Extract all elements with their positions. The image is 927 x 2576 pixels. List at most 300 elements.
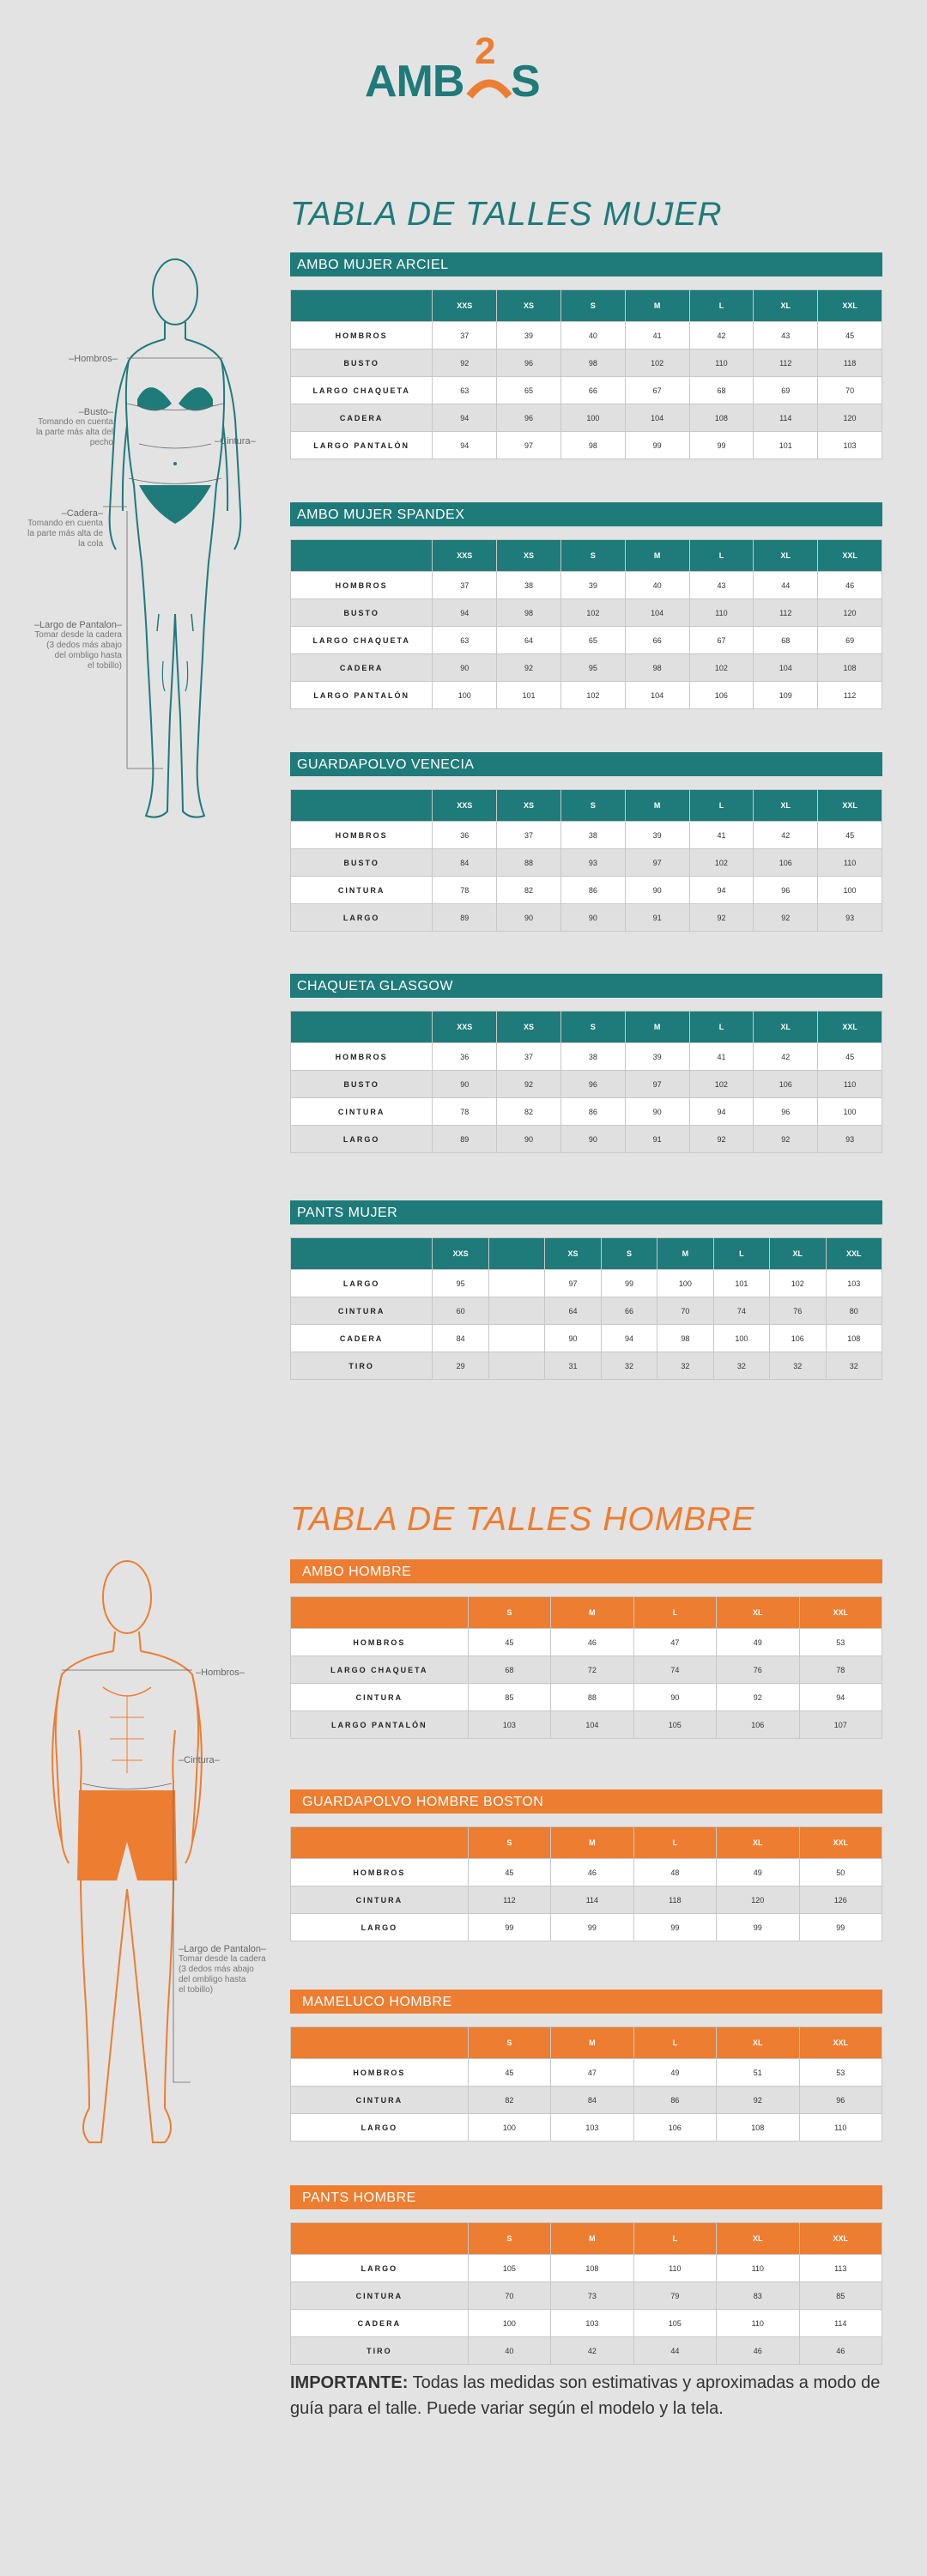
measure-value: 45 (468, 1859, 550, 1886)
measure-value: 90 (433, 654, 497, 682)
measure-value: 120 (717, 1886, 799, 1914)
measure-label: LARGO PANTALÓN (291, 432, 433, 459)
measure-value: 78 (433, 1098, 497, 1126)
measure-label: CINTURA (291, 2282, 469, 2310)
measure-value: 110 (689, 349, 754, 377)
measure-value: 110 (689, 599, 754, 627)
table-title: GUARDAPOLVO VENECIA (290, 752, 882, 776)
women-anno-hombros-label: Hombros (74, 354, 112, 364)
measure-value: 96 (560, 1071, 625, 1098)
measure-value: 49 (717, 1859, 799, 1886)
measure-value: 32 (770, 1352, 826, 1380)
measure-value: 45 (818, 322, 882, 349)
table-block-ambo-mujer-spandex (290, 502, 882, 709)
measure-value: 84 (551, 2087, 633, 2114)
measure-value: 94 (601, 1325, 657, 1352)
table-block-chaqueta-glasgow (290, 974, 882, 1153)
measure-value: 94 (689, 877, 754, 904)
measure-value: 98 (625, 654, 689, 682)
measure-label: LARGO CHAQUETA (291, 377, 433, 404)
measure-value: 112 (818, 682, 882, 709)
table-row (291, 627, 882, 654)
women-section-title: TABLA DE TALLES MUJER (290, 196, 723, 233)
measure-value: 86 (633, 2087, 716, 2114)
measure-value: 79 (633, 2282, 716, 2310)
size-header: XL (754, 790, 818, 822)
table-row (291, 1126, 882, 1153)
measure-value: 85 (468, 1684, 550, 1711)
size-header: L (633, 2027, 716, 2059)
size-header: M (625, 290, 689, 322)
measure-value: 92 (754, 904, 818, 932)
measure-label: TIRO (291, 2337, 469, 2365)
measure-value: 67 (625, 377, 689, 404)
header-corner (291, 290, 433, 322)
measure-value: 32 (657, 1352, 713, 1380)
size-header: XS (497, 790, 561, 822)
measure-value: 91 (625, 1126, 689, 1153)
measure-value: 108 (818, 654, 882, 682)
measure-label: CADERA (291, 2310, 469, 2337)
measure-value: 100 (468, 2114, 550, 2142)
size-table (290, 789, 882, 932)
size-header: XXL (818, 790, 882, 822)
size-header: M (657, 1238, 713, 1270)
size-table (290, 1596, 882, 1739)
measure-value: 39 (625, 822, 689, 849)
size-header: XXL (799, 2027, 882, 2059)
header-corner (291, 2223, 469, 2255)
men-anno-largo-label: Largo de Pantalon (184, 1944, 262, 1954)
size-table (290, 289, 882, 459)
measure-value: 100 (433, 682, 497, 709)
table-block-guardapolvo-venecia (290, 752, 882, 932)
measure-value: 102 (625, 349, 689, 377)
measure-label: CINTURA (291, 1297, 433, 1325)
table-block-ambo-mujer-arciel (290, 252, 882, 459)
table-row (291, 877, 882, 904)
women-anno-cintura: –Cintura– (215, 436, 256, 447)
measure-label: BUSTO (291, 599, 433, 627)
measure-value: 105 (468, 2255, 550, 2282)
measure-value: 37 (497, 822, 561, 849)
measure-value: 112 (754, 599, 818, 627)
measure-value: 94 (799, 1684, 882, 1711)
measure-value: 90 (625, 877, 689, 904)
measure-value: 98 (560, 349, 625, 377)
measure-value: 65 (560, 627, 625, 654)
measure-value: 108 (551, 2255, 633, 2282)
women-anno-cadera-label: Cadera (66, 508, 98, 519)
measure-value: 38 (560, 1043, 625, 1071)
table-row (291, 1629, 882, 1656)
men-anno-largo-note-1: Tomar desde la cadera (179, 1954, 266, 1964)
measure-value: 94 (433, 599, 497, 627)
size-table (290, 1237, 882, 1380)
measure-value: 86 (560, 1098, 625, 1126)
measure-label: LARGO PANTALÓN (291, 1711, 469, 1739)
measure-value: 82 (497, 1098, 561, 1126)
measure-value: 99 (625, 432, 689, 459)
measure-value: 110 (717, 2255, 799, 2282)
header-corner (291, 540, 433, 572)
size-header: M (625, 540, 689, 572)
table-title: PANTS HOMBRE (290, 2185, 882, 2209)
measure-value (488, 1352, 544, 1380)
measure-value: 102 (560, 599, 625, 627)
measure-value: 78 (799, 1656, 882, 1684)
measure-value: 39 (560, 572, 625, 599)
measure-value: 38 (497, 572, 561, 599)
women-anno-largo-note-3: del ombligo hasta (54, 651, 122, 660)
measure-value: 90 (625, 1098, 689, 1126)
measure-value: 92 (689, 904, 754, 932)
measure-value: 66 (560, 377, 625, 404)
measure-value: 97 (497, 432, 561, 459)
measure-value: 46 (551, 1859, 633, 1886)
measure-value: 101 (497, 682, 561, 709)
size-header: XXS (433, 790, 497, 822)
measure-value: 40 (468, 2337, 550, 2365)
header-corner (291, 1827, 469, 1859)
measure-value: 85 (799, 2282, 882, 2310)
measure-label: CINTURA (291, 877, 433, 904)
measure-value: 80 (826, 1297, 882, 1325)
measure-label: BUSTO (291, 849, 433, 877)
measure-value: 106 (689, 682, 754, 709)
measure-value: 66 (625, 627, 689, 654)
measure-value: 92 (717, 2087, 799, 2114)
measure-value: 106 (717, 1711, 799, 1739)
size-header: XL (717, 1827, 799, 1859)
measure-value: 64 (497, 627, 561, 654)
measure-value: 92 (689, 1126, 754, 1153)
table-row (291, 1297, 882, 1325)
measure-value: 100 (818, 877, 882, 904)
table-row (291, 2114, 882, 2142)
measure-value: 103 (551, 2114, 633, 2142)
table-row (291, 822, 882, 849)
measure-value: 99 (689, 432, 754, 459)
measure-value: 66 (601, 1297, 657, 1325)
measure-value: 118 (633, 1886, 716, 1914)
measure-value: 44 (754, 572, 818, 599)
measure-value: 89 (433, 1126, 497, 1153)
table-row (291, 2059, 882, 2087)
measure-value: 114 (799, 2310, 882, 2337)
measure-value: 37 (497, 1043, 561, 1071)
measure-value: 70 (468, 2282, 550, 2310)
header-corner (291, 1012, 433, 1043)
measure-value: 73 (551, 2282, 633, 2310)
size-header: M (551, 2027, 633, 2059)
measure-value: 92 (497, 1071, 561, 1098)
size-header: XXS (433, 1238, 488, 1270)
measure-value: 90 (497, 1126, 561, 1153)
table-block-pants-hombre (290, 2185, 882, 2365)
measure-value: 60 (433, 1297, 488, 1325)
measure-value: 106 (770, 1325, 826, 1352)
important-note (290, 2370, 891, 2421)
size-header: M (625, 1012, 689, 1043)
size-table (290, 2026, 882, 2142)
measure-value: 47 (551, 2059, 633, 2087)
measure-value: 42 (754, 822, 818, 849)
men-anno-hombros: –Hombros– (196, 1668, 245, 1678)
measure-value: 110 (717, 2310, 799, 2337)
table-row (291, 1914, 882, 1941)
size-header: XL (754, 290, 818, 322)
measure-label: LARGO (291, 2255, 469, 2282)
measure-value: 91 (625, 904, 689, 932)
measure-value: 107 (799, 1711, 882, 1739)
measure-value: 86 (560, 877, 625, 904)
measure-label: CADERA (291, 1325, 433, 1352)
measure-value: 90 (497, 904, 561, 932)
table-row (291, 349, 882, 377)
measure-value: 113 (799, 2255, 882, 2282)
measure-value: 92 (754, 1126, 818, 1153)
measure-value: 102 (689, 849, 754, 877)
measure-value: 42 (754, 1043, 818, 1071)
svg-text:AMB: AMB (365, 57, 464, 103)
women-anno-hombros: –Hombros– (69, 354, 118, 364)
measure-value: 101 (754, 432, 818, 459)
measure-value: 98 (560, 432, 625, 459)
table-row (291, 572, 882, 599)
measure-value: 40 (625, 572, 689, 599)
measure-label: HOMBROS (291, 1629, 469, 1656)
measure-label: LARGO (291, 2114, 469, 2142)
measure-value: 69 (818, 627, 882, 654)
table-row (291, 432, 882, 459)
measure-value: 100 (818, 1098, 882, 1126)
women-anno-cadera-note-2: la parte más alta de (27, 529, 103, 538)
measure-label: LARGO CHAQUETA (291, 627, 433, 654)
important-text: Todas las medidas son estimativas y aproximadas a modo de guía para el talle. Puede variar según el modelo y la tela. (290, 2373, 881, 2418)
men-anno-largo: –Largo de Pantalon– Tomar desde la cadera (3 dedos más abajo del ombligo hasta el tobillo) (179, 1944, 267, 1995)
measure-value: 110 (818, 849, 882, 877)
size-header: S (468, 2223, 550, 2255)
measure-value: 104 (754, 654, 818, 682)
header-corner (291, 1597, 469, 1629)
measure-value: 47 (633, 1629, 716, 1656)
measure-value: 74 (713, 1297, 769, 1325)
measure-value: 46 (717, 2337, 799, 2365)
size-table (290, 1826, 882, 1941)
size-header: M (551, 2223, 633, 2255)
measure-label: HOMBROS (291, 822, 433, 849)
size-header: S (601, 1238, 657, 1270)
measure-value: 104 (625, 682, 689, 709)
size-header: XL (770, 1238, 826, 1270)
measure-label: CINTURA (291, 2087, 469, 2114)
measure-value: 97 (625, 1071, 689, 1098)
measure-value: 37 (433, 572, 497, 599)
size-table (290, 1011, 882, 1153)
table-row (291, 1684, 882, 1711)
measure-value: 90 (545, 1325, 601, 1352)
measure-value: 32 (713, 1352, 769, 1380)
size-header: L (633, 1597, 716, 1629)
measure-value: 68 (754, 627, 818, 654)
measure-value (488, 1270, 544, 1297)
measure-value: 69 (754, 377, 818, 404)
size-header: XL (754, 1012, 818, 1043)
size-header: XXL (818, 540, 882, 572)
size-header: S (560, 290, 625, 322)
size-header: S (560, 1012, 625, 1043)
measure-value: 103 (468, 1711, 550, 1739)
table-block-pants-mujer (290, 1200, 882, 1380)
size-header: L (689, 790, 754, 822)
measure-label: HOMBROS (291, 2059, 469, 2087)
men-anno-largo-note-4: el tobillo) (179, 1985, 214, 1995)
men-body-figure (0, 1558, 288, 2151)
table-row (291, 322, 882, 349)
size-header: XL (717, 2027, 799, 2059)
measure-label: CINTURA (291, 1098, 433, 1126)
men-anno-cintura: –Cintura– (179, 1755, 220, 1765)
women-anno-cadera: –Cadera– Tomando en cuenta la parte más alta de la cola (9, 508, 103, 550)
size-header: XXL (818, 1012, 882, 1043)
measure-value: 108 (717, 2114, 799, 2142)
women-anno-busto-label: Busto (83, 407, 108, 417)
svg-text:2: 2 (475, 30, 496, 72)
measure-value: 37 (433, 322, 497, 349)
measure-label: LARGO CHAQUETA (291, 1656, 469, 1684)
women-anno-largo-note-2: (3 dedos más abajo (46, 641, 122, 650)
measure-value: 110 (818, 1071, 882, 1098)
size-header: XXL (799, 1827, 882, 1859)
measure-label: CINTURA (291, 1684, 469, 1711)
table-block-guardapolvo-hombre-boston (290, 1789, 882, 1941)
measure-value: 90 (433, 1071, 497, 1098)
measure-value: 99 (799, 1914, 882, 1941)
measure-value: 103 (818, 432, 882, 459)
measure-label: BUSTO (291, 1071, 433, 1098)
measure-value: 126 (799, 1886, 882, 1914)
measure-value: 82 (468, 2087, 550, 2114)
measure-value: 50 (799, 1859, 882, 1886)
measure-value: 43 (754, 322, 818, 349)
measure-label: LARGO PANTALÓN (291, 682, 433, 709)
measure-value: 101 (713, 1270, 769, 1297)
size-header: XXS (433, 290, 497, 322)
measure-value: 46 (799, 2337, 882, 2365)
measure-value: 84 (433, 1325, 488, 1352)
size-header: S (468, 1597, 550, 1629)
measure-value: 36 (433, 822, 497, 849)
measure-value: 102 (770, 1270, 826, 1297)
women-anno-busto-note-2: la parte más alta del (35, 428, 113, 437)
measure-label: TIRO (291, 1352, 433, 1380)
measure-value: 82 (497, 877, 561, 904)
women-anno-busto-note-1: Tomando en cuenta (38, 417, 113, 427)
table-title: MAMELUCO HOMBRE (290, 1990, 882, 2014)
measure-value: 106 (754, 1071, 818, 1098)
table-block-mameluco-hombre (290, 1990, 882, 2142)
size-header: XS (545, 1238, 601, 1270)
table-title: CHAQUETA GLASGOW (290, 974, 882, 998)
table-row (291, 2255, 882, 2282)
measure-value: 48 (633, 1859, 716, 1886)
table-title: PANTS MUJER (290, 1200, 882, 1224)
measure-value: 90 (560, 1126, 625, 1153)
size-header: L (689, 540, 754, 572)
table-row (291, 2282, 882, 2310)
measure-value: 99 (717, 1914, 799, 1941)
women-anno-largo-note-1: Tomar desde la cadera (34, 630, 122, 640)
measure-label: LARGO (291, 1126, 433, 1153)
size-header: M (551, 1827, 633, 1859)
measure-value: 96 (754, 1098, 818, 1126)
measure-label: LARGO (291, 904, 433, 932)
men-anno-cintura-label: Cintura (184, 1755, 215, 1765)
measure-value: 103 (551, 2310, 633, 2337)
women-anno-largo-label: Largo de Pantalon (39, 620, 117, 630)
measure-value: 41 (625, 322, 689, 349)
women-anno-cadera-note-1: Tomando en cuenta (27, 519, 103, 528)
measure-value: 93 (818, 1126, 882, 1153)
measure-value: 99 (551, 1914, 633, 1941)
table-row (291, 1859, 882, 1886)
measure-value: 94 (689, 1098, 754, 1126)
measure-value: 96 (799, 2087, 882, 2114)
measure-value: 112 (754, 349, 818, 377)
measure-value: 46 (551, 1629, 633, 1656)
size-header: L (633, 2223, 716, 2255)
measure-value: 39 (625, 1043, 689, 1071)
size-header: XL (754, 540, 818, 572)
measure-value: 92 (433, 349, 497, 377)
measure-value: 45 (818, 1043, 882, 1071)
size-header: L (713, 1238, 769, 1270)
measure-value: 88 (551, 1684, 633, 1711)
measure-value: 45 (818, 822, 882, 849)
women-anno-cintura-label: Cintura (220, 436, 251, 447)
measure-value: 97 (625, 849, 689, 877)
measure-value: 106 (754, 849, 818, 877)
measure-value: 90 (633, 1684, 716, 1711)
table-row (291, 1270, 882, 1297)
measure-value: 112 (468, 1886, 550, 1914)
table-title: AMBO HOMBRE (290, 1559, 882, 1583)
size-header: M (625, 790, 689, 822)
measure-value: 88 (497, 849, 561, 877)
size-header: XS (497, 540, 561, 572)
measure-value: 72 (551, 1656, 633, 1684)
measure-value: 100 (713, 1325, 769, 1352)
measure-value: 32 (601, 1352, 657, 1380)
table-row (291, 1325, 882, 1352)
size-header: XXL (799, 1597, 882, 1629)
women-anno-cadera-note-3: la cola (78, 539, 103, 549)
size-header: XL (717, 2223, 799, 2255)
measure-value: 106 (633, 2114, 716, 2142)
size-header: S (468, 1827, 550, 1859)
size-header: XXL (826, 1238, 882, 1270)
size-header: L (689, 1012, 754, 1043)
measure-value: 39 (497, 322, 561, 349)
measure-value: 36 (433, 1043, 497, 1071)
measure-value: 95 (560, 654, 625, 682)
measure-value: 120 (818, 599, 882, 627)
measure-value: 93 (560, 849, 625, 877)
size-header: XXS (433, 1012, 497, 1043)
measure-value: 120 (818, 404, 882, 432)
table-row (291, 1352, 882, 1380)
